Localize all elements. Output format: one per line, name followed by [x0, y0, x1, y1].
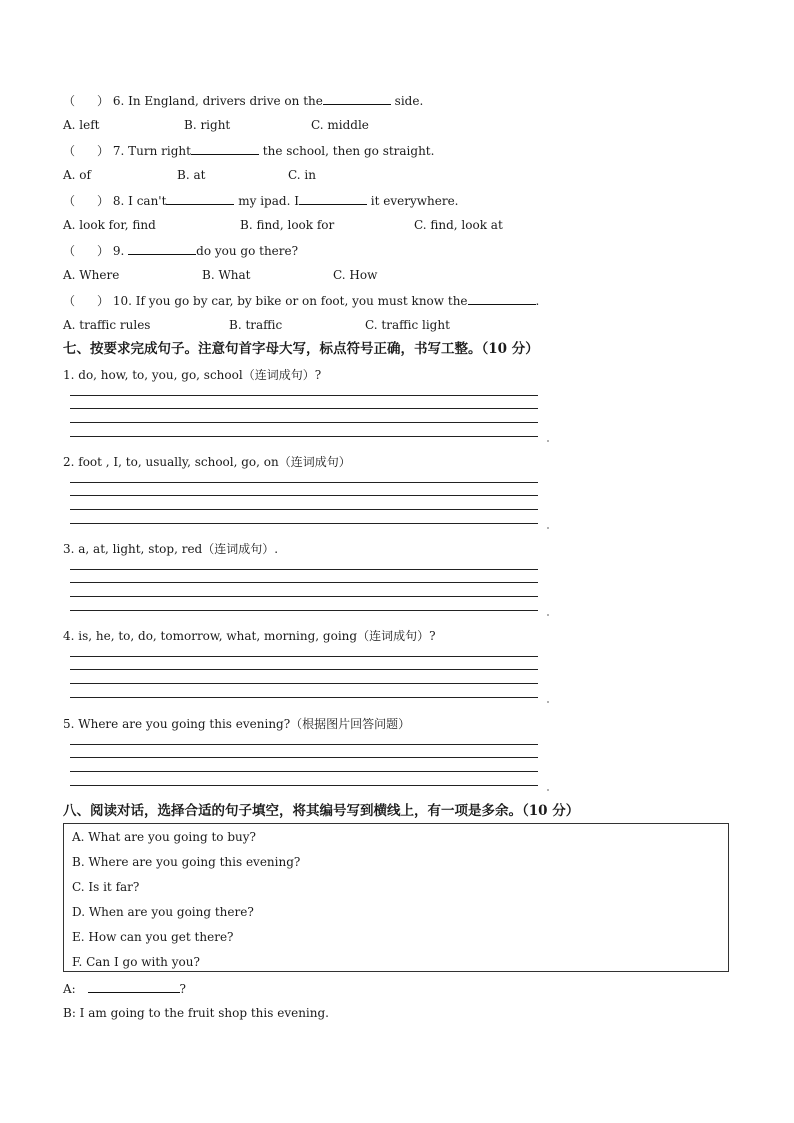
question-text-end: the school, then go straight. — [258, 144, 435, 158]
question-9 — [63, 242, 298, 259]
writing-line — [70, 744, 538, 745]
sentence-item-2: 2. foot , I, to, usually, school, go, on（连词成句） — [63, 455, 351, 469]
option-a: A. of — [63, 168, 91, 182]
options-box — [63, 823, 729, 972]
paren-left: （ — [63, 244, 76, 258]
option-a: A. left — [63, 118, 100, 132]
scan-mark — [547, 440, 549, 442]
paren-left: （ — [63, 294, 76, 308]
option-b: B. right — [184, 118, 231, 132]
question-text-end: . — [535, 294, 540, 308]
question-6 — [63, 92, 423, 109]
question-8 — [63, 192, 458, 209]
writing-line — [70, 669, 538, 670]
sentence-item-3: 3. a, at, light, stop, red（连词成句）. — [63, 542, 279, 556]
answer-blank[interactable] — [468, 292, 536, 305]
dialogue-line-b: B: I am going to the fruit shop this evening. — [63, 1006, 329, 1020]
scan-mark — [547, 789, 549, 791]
question-number: 6. — [112, 94, 125, 108]
option-item-a: A. What are you going to buy? — [72, 830, 256, 844]
answer-blank[interactable] — [166, 192, 234, 205]
dialogue-blank[interactable] — [88, 980, 180, 993]
speaker-a-label: A: — [63, 982, 76, 996]
option-b: B. at — [177, 168, 206, 182]
writing-line — [70, 482, 538, 483]
writing-line — [70, 569, 538, 570]
option-a: A. traffic rules — [63, 318, 151, 332]
writing-line — [70, 509, 538, 510]
paren-right: ） — [97, 244, 110, 258]
section-8-heading: 八、阅读对话，选择合适的句子填空，将其编号写到横线上，有一项是多余。（10 分） — [63, 803, 580, 819]
writing-line — [70, 495, 538, 496]
answer-blank[interactable] — [191, 142, 259, 155]
answer-blank[interactable] — [128, 242, 196, 255]
question-number: 9. — [112, 244, 125, 258]
scan-mark — [547, 614, 549, 616]
answer-blank-2[interactable] — [299, 192, 367, 205]
option-c: C. in — [288, 168, 316, 182]
option-c: C. middle — [311, 118, 369, 132]
question-text: Turn right — [128, 144, 191, 158]
option-item-e: E. How can you get there? — [72, 930, 234, 944]
question-number: 7. — [112, 144, 125, 158]
paren-right: ） — [97, 94, 110, 108]
scan-mark — [547, 527, 549, 529]
option-item-d: D. When are you going there? — [72, 905, 254, 919]
option-a: A. look for, find — [63, 218, 156, 232]
option-b: B. What — [202, 268, 251, 282]
writing-line — [70, 523, 538, 524]
question-text-end: side. — [390, 94, 424, 108]
question-10 — [63, 292, 539, 309]
writing-line — [70, 785, 538, 786]
paren-left: （ — [63, 144, 76, 158]
scan-mark — [547, 701, 549, 703]
paren-right: ） — [97, 194, 110, 208]
writing-line — [70, 596, 538, 597]
paren-right: ） — [97, 144, 110, 158]
writing-line — [70, 395, 538, 396]
writing-line — [70, 436, 538, 437]
section-7-heading: 七、按要求完成句子。注意句首字母大写，标点符号正确，书写工整。（10 分） — [63, 341, 539, 357]
question-text-end: it everywhere. — [366, 194, 459, 208]
option-c: C. traffic light — [365, 318, 450, 332]
writing-line — [70, 408, 538, 409]
paren-left: （ — [63, 94, 76, 108]
writing-line — [70, 757, 538, 758]
paren-right: ） — [97, 294, 110, 308]
writing-line — [70, 697, 538, 698]
question-text-mid: my ipad. I — [234, 194, 299, 208]
option-b: B. traffic — [229, 318, 283, 332]
paren-left: （ — [63, 194, 76, 208]
writing-line — [70, 422, 538, 423]
option-a: A. Where — [63, 268, 120, 282]
option-item-c: C. Is it far? — [72, 880, 140, 894]
question-text: If you go by car, by bike or on foot, you must know the — [135, 294, 468, 308]
sentence-item-1: 1. do, how, to, you, go, school（连词成句）? — [63, 368, 322, 382]
dialogue-line-a — [63, 980, 186, 997]
writing-line — [70, 771, 538, 772]
writing-line — [70, 656, 538, 657]
option-item-f: F. Can I go with you? — [72, 955, 200, 969]
question-text: I can't — [128, 194, 167, 208]
question-mark: ? — [179, 982, 186, 996]
answer-blank[interactable] — [323, 92, 391, 105]
question-text-end: do you go there? — [196, 244, 299, 258]
question-number: 10. — [112, 294, 132, 308]
writing-line — [70, 582, 538, 583]
question-number: 8. — [112, 194, 125, 208]
option-c: C. find, look at — [414, 218, 503, 232]
question-text: In England, drivers drive on the — [128, 94, 323, 108]
option-c: C. How — [333, 268, 378, 282]
sentence-item-4: 4. is, he, to, do, tomorrow, what, morning, going（连词成句）? — [63, 629, 436, 643]
writing-line — [70, 610, 538, 611]
writing-line — [70, 683, 538, 684]
option-item-b: B. Where are you going this evening? — [72, 855, 301, 869]
option-b: B. find, look for — [240, 218, 335, 232]
question-7 — [63, 142, 434, 159]
sentence-item-5: 5. Where are you going this evening?（根据图片回答问题） — [63, 717, 411, 731]
